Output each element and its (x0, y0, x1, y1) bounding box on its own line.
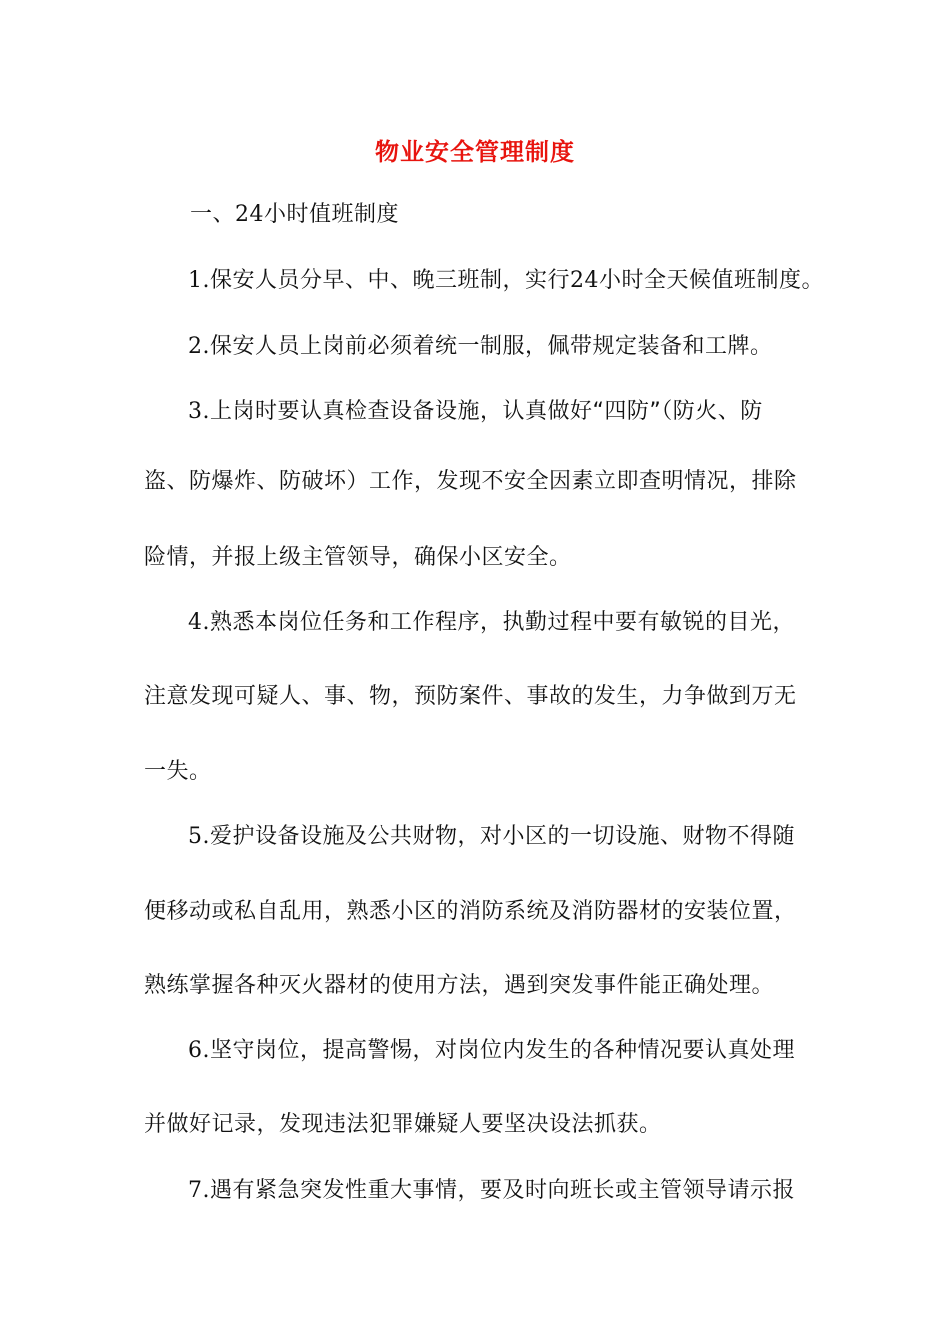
list-item-2 (188, 330, 773, 364)
paragraph-line: 熟练掌握各种灭火器材的使用方法，遇到突发事件能正确处理。 (144, 973, 775, 998)
list-item-3 (188, 395, 763, 429)
item-line: 坚守岗位，提高警惕，对岗位内发生的各种情况要认真处理 (210, 1038, 796, 1063)
item-number: 2. (188, 334, 210, 359)
document-title: 物业安全管理制度 (375, 138, 575, 166)
list-item-1 (188, 264, 824, 298)
section-heading-prefix: 一、 (190, 202, 236, 227)
paragraph-line: 并做好记录，发现违法犯罪嫌疑人要坚决设法抓获。 (144, 1112, 662, 1137)
list-item-4 (188, 606, 795, 640)
item-line: 遇有紧急突发性重大事情，要及时向班长或主管领导请示报 (210, 1178, 796, 1203)
list-item-6 (188, 1034, 795, 1068)
item-line: 保安人员上岗前必须着统一制服，佩带规定装备和工牌。 (210, 334, 773, 359)
item-line: 爱护设备设施及公共财物，对小区的一切设施、财物不得随 (210, 824, 796, 849)
item-number: 4. (188, 610, 210, 635)
item-number: 3. (188, 399, 210, 424)
item-number: 7. (188, 1178, 210, 1203)
section-heading (190, 198, 399, 232)
item-line: 24 (570, 268, 600, 293)
item-line: 小时全天候值班制度。 (599, 268, 825, 293)
item-number: 5. (188, 824, 210, 849)
paragraph-line: 一失。 (144, 759, 212, 784)
paragraph-line: 注意发现可疑人、事、物，预防案件、事故的发生，力争做到万无 (144, 684, 797, 709)
item-line: 熟悉本岗位任务和工作程序，执勤过程中要有敏锐的目光， (210, 610, 796, 635)
item-number: 6. (188, 1038, 210, 1063)
section-heading-text: 小时值班制度 (264, 202, 400, 227)
paragraph-line: 盗、防爆炸、防破坏）工作，发现不安全因素立即查明情况，排除 (144, 469, 797, 494)
item-line: 上岗时要认真检查设备设施，认真做好“四防”（防火、防 (210, 399, 763, 424)
item-line: 保安人员分早、中、晚三班制，实行 (210, 268, 571, 293)
list-item-5 (188, 820, 795, 854)
paragraph-line: 便移动或私自乱用，熟悉小区的消防系统及消防器材的安装位置， (144, 899, 797, 924)
list-item-7 (188, 1174, 795, 1208)
section-heading-number: 24 (235, 202, 265, 227)
item-number: 1. (188, 268, 210, 293)
paragraph-line: 险情，并报上级主管领导，确保小区安全。 (144, 545, 572, 570)
